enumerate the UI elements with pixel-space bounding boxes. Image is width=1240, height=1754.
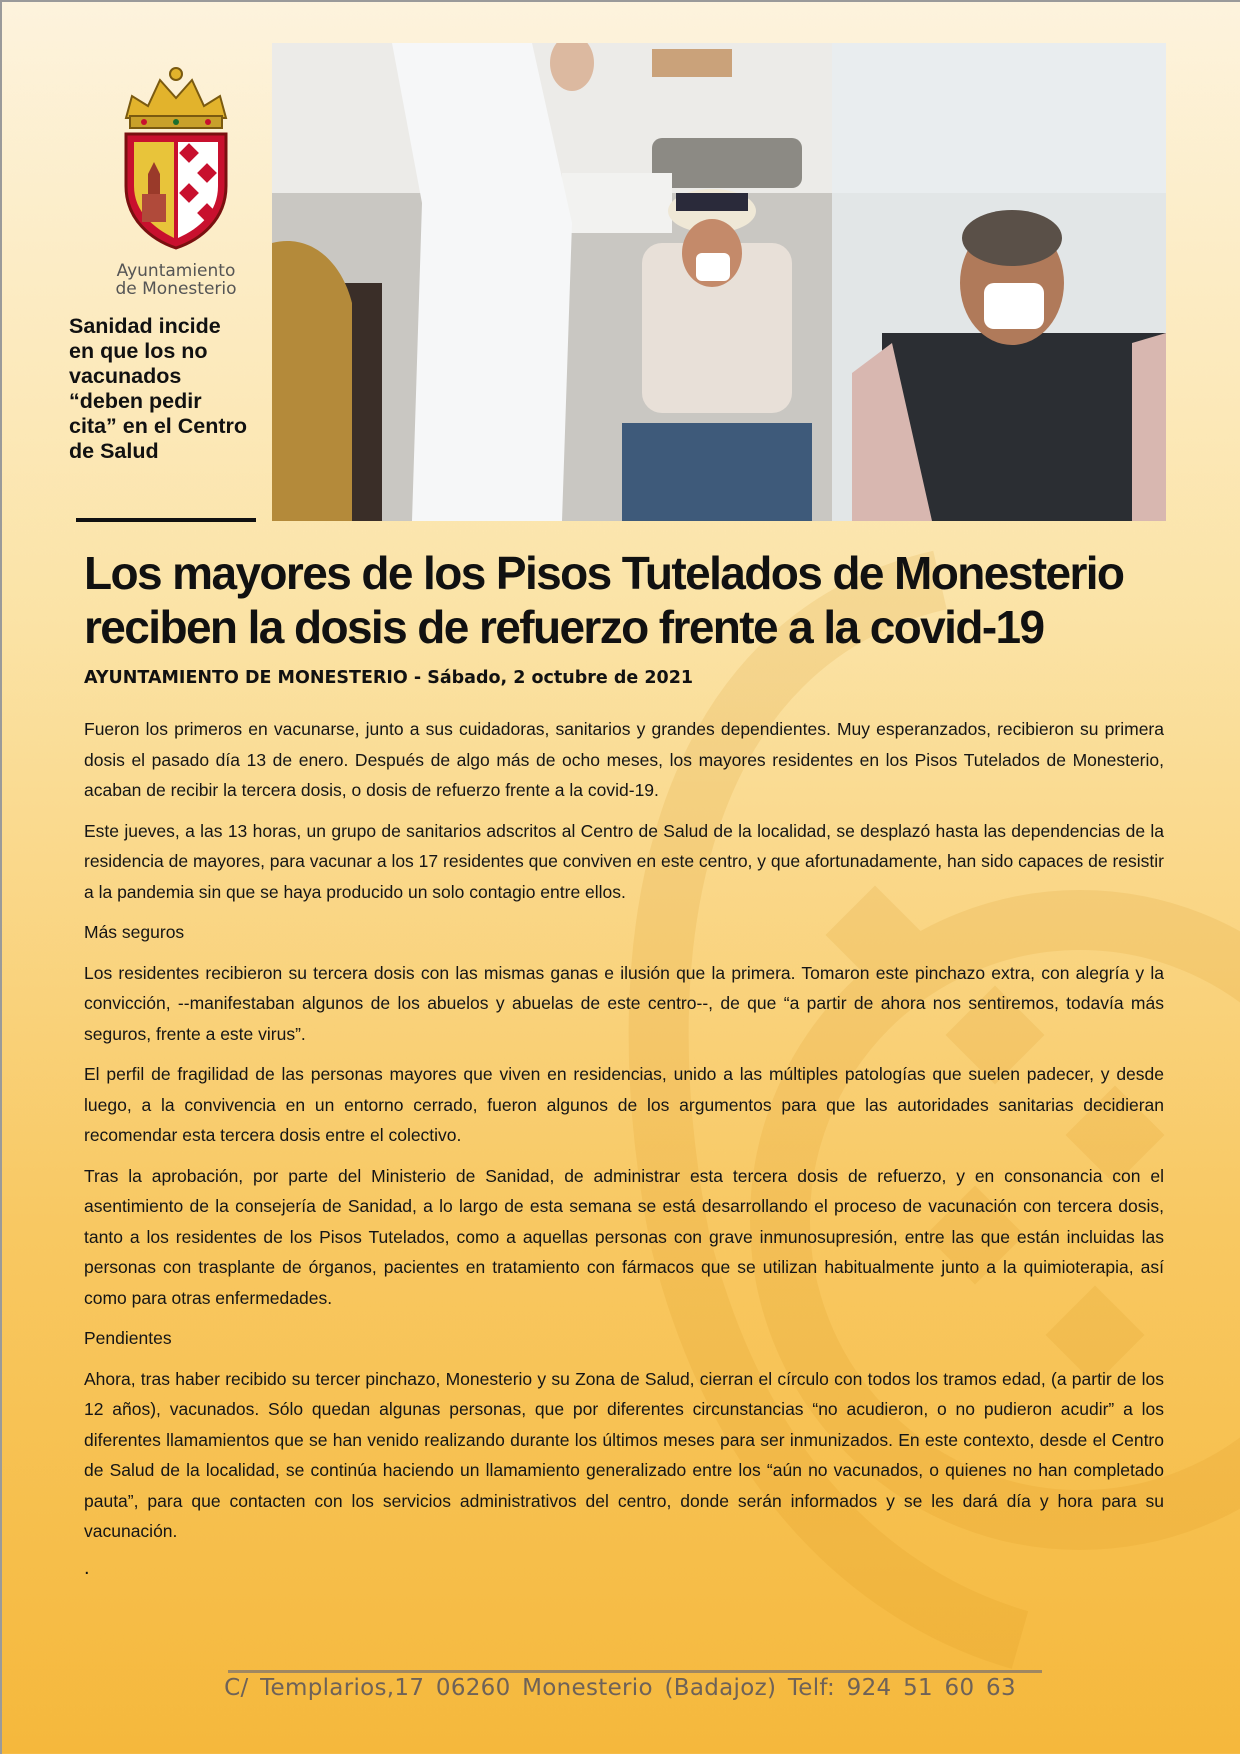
- monesterio-coat-of-arms-logo: [108, 62, 244, 302]
- shield-icon: [126, 134, 226, 248]
- article-paragraph: Fueron los primeros en vacunarse, junto a sus cuidadoras, sanitarios y grandes dependientes. Muy esperanzados, recibieron su primera dosis el pasado día 13 de enero. Después de algo más de ocho meses, los mayores residentes en los Pisos Tutelados de Monesterio, acaban de recibir la tercera dosis, o dosis de refuerzo frente a la covid-19.: [84, 719, 1164, 800]
- crown-icon: [126, 68, 226, 128]
- article-byline: AYUNTAMIENTO DE MONESTERIO - Sábado, 2 octubre de 2021: [84, 668, 694, 688]
- svg-text:Ayuntamiento: Ayuntamiento: [116, 261, 236, 281]
- sidebar-headline: Sanidad incide en que los no vacunados “deben pedir cita” en el Centro de Salud: [69, 314, 248, 463]
- article-paragraph: El perfil de fragilidad de las personas mayores que viven en residencias, unido a las múltiples patologías que suelen padecer, y desde luego, a la convivencia en un entorno cerrado, fueron algunos de los argumentos para que las autoridades sanitarias decidieran recomendar esta tercera dosis entre el colectivo.: [84, 1064, 1164, 1145]
- article-paragraph: Los residentes recibieron su tercera dosis con las mismas ganas e ilusión que la primera. Tomaron este pinchazo extra, con alegría y la convicción, --manifestaban algunos de los abuelos y abuelas de este centro--, de que “a partir de ahora nos sentiremos, todavía más seguros, frente a este virus”.: [84, 962, 1164, 1044]
- article-body: [84, 714, 1164, 1580]
- trailing-period: .: [84, 1556, 90, 1579]
- section-subhead: Pendientes: [84, 1328, 172, 1348]
- vaccination-photo: [272, 43, 1166, 521]
- article-paragraph: Este jueves, a las 13 horas, un grupo de sanitarios adscritos al Centro de Salud de la localidad, se desplazó hasta las dependencias de la residencia de mayores, para vacunar a los 17 residentes que conviven en este centro, y que afortunadamente, han sido capaces de resistir a la pandemia sin que se haya producido un solo contagio entre ellos.: [84, 820, 1164, 902]
- footer-divider: [228, 1670, 1042, 1673]
- article-paragraph: Tras la aprobación, por parte del Ministerio de Sanidad, de administrar esta tercera dosis de refuerzo, y en consonancia con el asentimiento de la consejería de Sanidad, a lo largo de esta semana se está desarrollando el proceso de vacunación con tercera dosis, tanto a los residentes de los Pisos Tutelados, como a aquellas personas con grave inmunosupresión, entre las que están incluidas las personas con trasplante de órganos, pacientes en tratamiento con fármacos que se utilizan habitualmente junto a la quimioterapia, así como para otras enfermedades.: [84, 1165, 1164, 1308]
- sidebar-divider: [76, 518, 256, 522]
- footer-address: C/ Templarios,17 06260 Monesterio (Badajoz) Telf: 924 51 60 63: [224, 1675, 1016, 1701]
- svg-text:de Monesterio: de Monesterio: [115, 279, 237, 299]
- article-title: Los mayores de los Pisos Tutelados de Monesterio reciben la dosis de refuerzo frente a la covid-19: [84, 547, 1124, 653]
- article-paragraph: Ahora, tras haber recibido su tercer pinchazo, Monesterio y su Zona de Salud, cierran el círculo con todos los tramos edad, (a partir de los 12 años), vacunados. Sólo quedan algunas personas, que por diferentes circunstancias “no acudieron, o no pudieron acudir” a los diferentes llamamientos que se han venido realizando durante los últimos meses para ser inmunizados. En este contexto, desde el Centro de Salud de la localidad, se continúa haciendo un llamamiento generalizado entre los “aún no vacunados, o quienes no han completado pauta”, para que contacten con los servicios administrativos del centro, donde serán informados y se les dará día y hora para su vacunación.: [84, 1368, 1164, 1541]
- section-subhead: Más seguros: [84, 922, 185, 942]
